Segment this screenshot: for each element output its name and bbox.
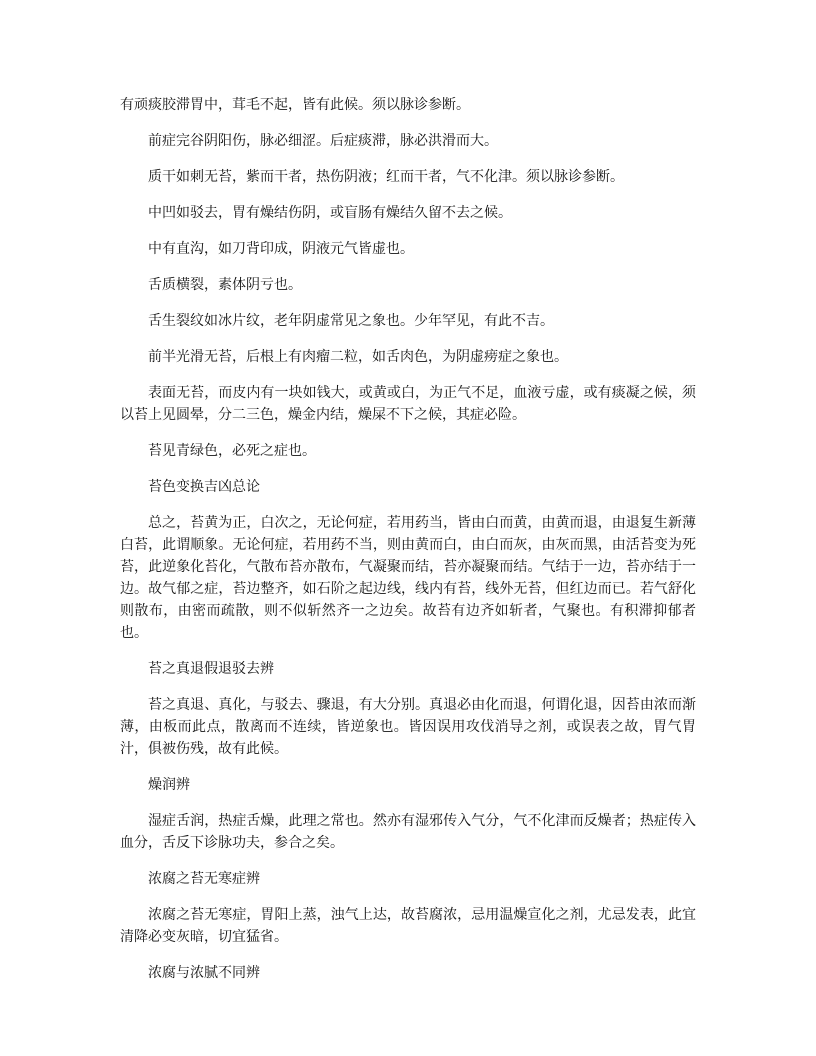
paragraph: 浓腐之苔无寒症，胃阳上蒸，浊气上达，故苔腐浓，忌用温燥宣化之剂，尤忌发表，此宜清降必变灰暗，切宜猛省。 (120, 907, 696, 945)
section-heading: 燥润辨 (148, 777, 190, 793)
section-heading: 苔之真退假退驳去辨 (148, 661, 274, 677)
paragraph: 苔之真退、真化，与驳去、骤退，有大分别。真退必由化而退，何谓化退，因苔由浓而渐薄，由板而此点，散离而不连续，皆逆象也。皆因误用攻伐消导之剂，或误表之故，胃气胃汁，俱被伤残，故有此候。 (120, 697, 696, 757)
paragraph: 有顽痰胶滞胃中，茸毛不起，皆有此候。须以脉诊参断。 (120, 97, 470, 113)
paragraph: 前症完谷阴阳伤，脉必细涩。后症痰滞，脉必洪滑而大。 (148, 133, 498, 149)
section-heading: 苔色变换吉凶总论 (148, 479, 260, 495)
section-heading: 浓腐之苔无寒症辨 (148, 871, 260, 887)
paragraph: 舌生裂纹如冰片纹，老年阴虚常见之象也。少年罕见，有此不吉。 (148, 313, 554, 329)
document-page (120, 94, 696, 998)
paragraph: 表面无苔，而皮内有一块如钱大，或黄或白，为正气不足，血液亏虚，或有痰凝之候，须以苔上见圆晕，分二三色，燥金内结，燥屎不下之候，其症必险。 (120, 385, 696, 423)
paragraph: 质干如刺无苔，紫而干者，热伤阴液；红而干者，气不化津。须以脉诊参断。 (148, 169, 624, 185)
paragraph: 中凹如驳去，胃有燥结伤阴，或盲肠有燥结久留不去之候。 (148, 205, 512, 221)
paragraph: 前半光滑无苔，后根上有肉瘤二粒，如舌肉色，为阴虚痨症之象也。 (148, 349, 568, 365)
paragraph: 舌质横裂，素体阴亏也。 (148, 277, 302, 293)
paragraph: 湿症舌润，热症舌燥，此理之常也。然亦有湿邪传入气分，气不化津而反燥者；热症传入血分，舌反下诊脉功夫，参合之矣。 (120, 813, 696, 851)
paragraph: 中有直沟，如刀背印成，阴液元气皆虚也。 (148, 241, 414, 257)
paragraph: 总之，苔黄为正，白次之，无论何症，若用药当，皆由白而黄，由黄而退，由退复生新薄白苔，此谓顺象。无论何症，若用药不当，则由黄而白，由白而灰，由灰而黑，由活苔变为死苔，此逆象化苔化，气散布苔亦散布，气凝聚而结，苔亦凝聚而结。气结于一边，苔亦结于一边。故气郁之症，苔边整齐，如石阶之起边线，线内有苔，线外无苔，但红边而已。若气舒化则散布，由密而疏散，则不似斩然齐一之边矣。故苔有边齐如斩者，气聚也。有积滞抑郁者也。 (120, 515, 696, 641)
section-heading: 浓腐与浓腻不同辨 (148, 965, 260, 981)
paragraph: 苔见青绿色，必死之症也。 (148, 443, 316, 459)
